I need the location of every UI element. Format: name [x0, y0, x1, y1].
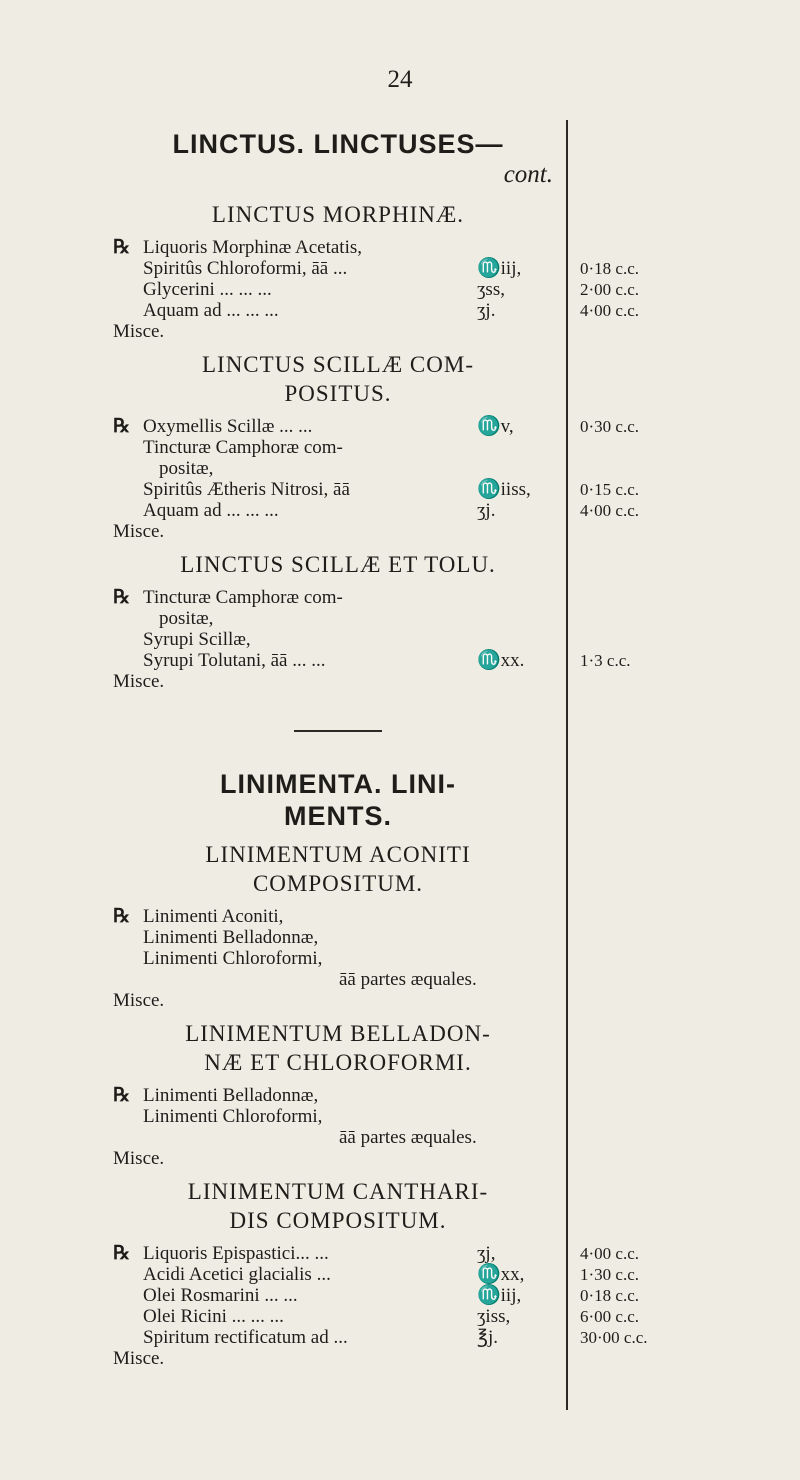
ingredient-quantity: ♏xx, — [477, 1264, 525, 1285]
metric-quantity: 0·18 c.c. — [580, 259, 640, 278]
ingredient-name: Linimenti Chloroformi, — [143, 948, 323, 969]
column-divider — [566, 120, 568, 1410]
ingredient-name: Syrupi Tolutani, āā ... ... — [143, 650, 326, 671]
ingredient-row — [113, 479, 640, 500]
recipe-symbol-icon: ℞ — [113, 416, 131, 437]
metric-quantity: 1·30 c.c. — [580, 1265, 640, 1284]
ingredient-name: Spiritum rectificatum ad ... — [143, 1327, 348, 1348]
ingredient-quantity: ʒiss, — [477, 1306, 511, 1327]
ingredient-name: Linimenti Aconiti, — [143, 906, 284, 927]
ingredient-name: Olei Ricini ... ... ... — [143, 1306, 284, 1327]
misce-instruction: Misce. — [113, 1148, 165, 1169]
ingredient-name: Liquoris Epispastici... ... — [143, 1243, 329, 1264]
metric-quantity: 0·18 c.c. — [580, 1286, 640, 1305]
ingredient-quantity: ♏xx. — [477, 650, 525, 671]
recipe-title: LINCTUS MORPHINÆ. — [211, 202, 465, 227]
recipe-title: POSITUS. — [284, 381, 392, 406]
ingredient-row — [113, 258, 640, 279]
recipe-section — [113, 1019, 563, 1169]
recipe-title: LINIMENTUM CANTHARI- — [187, 1179, 489, 1204]
ingredient-name: āā partes æquales. — [339, 969, 477, 990]
misce-instruction: Misce. — [113, 671, 165, 692]
ingredient-quantity: ʒj. — [477, 500, 496, 521]
misce-instruction: Misce. — [113, 990, 165, 1011]
metric-quantity: 4·00 c.c. — [580, 1244, 640, 1263]
misce-instruction: Misce. — [113, 1348, 165, 1369]
ingredient-name: Spiritûs Chloroformi, āā ... — [143, 258, 348, 279]
ingredient-quantity: ♏iiss, — [477, 479, 531, 500]
ingredient-row — [113, 1085, 563, 1106]
metric-quantity: 0·30 c.c. — [580, 417, 640, 436]
recipe-title: LINIMENTUM ACONITI — [205, 842, 471, 867]
recipe-title: LINCTUS SCILLÆ ET TOLU. — [180, 552, 496, 577]
ingredient-name: Syrupi Scillæ, — [143, 629, 251, 650]
misce-instruction: Misce. — [113, 321, 165, 342]
metric-quantity: 6·00 c.c. — [580, 1307, 640, 1326]
continued-label: cont. — [503, 161, 553, 188]
chapter-heading-2-line-2: MENTS. — [283, 801, 392, 831]
ingredient-row — [113, 416, 640, 437]
ingredient-quantity: ʒj, — [477, 1243, 496, 1264]
ingredient-name: Linimenti Chloroformi, — [143, 1106, 323, 1127]
ingredient-name: āā partes æquales. — [339, 1127, 477, 1148]
ingredient-row — [113, 279, 640, 300]
ingredient-name: Linimenti Belladonnæ, — [143, 927, 319, 948]
ingredient-name: Tincturæ Camphoræ com- — [143, 437, 343, 458]
recipe-section — [113, 840, 563, 1011]
ingredient-row — [113, 927, 563, 948]
ingredient-row — [113, 1264, 640, 1285]
metric-quantity: 0·15 c.c. — [580, 480, 640, 499]
ingredient-row — [113, 906, 563, 927]
ingredient-name: Aquam ad ... ... ... — [143, 500, 279, 521]
ingredient-row — [113, 437, 563, 458]
ingredient-quantity: ♏iij, — [477, 258, 522, 279]
ingredient-row — [113, 1327, 648, 1348]
ingredient-name: Spiritûs Ætheris Nitrosi, āā — [143, 479, 350, 500]
recipe-symbol-icon: ℞ — [113, 906, 131, 927]
page-number: 24 — [387, 66, 413, 93]
ingredient-quantity: ♏v, — [477, 416, 514, 437]
ingredient-name: Aquam ad ... ... ... — [143, 300, 279, 321]
ingredient-name: Liquoris Morphinæ Acetatis, — [143, 237, 363, 258]
ingredient-row — [113, 969, 563, 990]
ingredient-name: Linimenti Belladonnæ, — [143, 1085, 319, 1106]
ingredient-row — [113, 1106, 563, 1127]
recipe-title: LINIMENTUM BELLADON- — [185, 1021, 491, 1046]
recipe-title: LINCTUS SCILLÆ COM- — [201, 352, 474, 377]
recipe-section — [113, 350, 640, 542]
ingredient-row — [113, 948, 563, 969]
recipe-symbol-icon: ℞ — [113, 237, 131, 258]
recipe-symbol-icon: ℞ — [113, 1085, 131, 1106]
chapter-heading: LINCTUS. LINCTUSES— — [172, 129, 504, 159]
recipe-title: NÆ ET CHLOROFORMI. — [204, 1050, 472, 1075]
ingredient-row — [113, 1285, 640, 1306]
metric-quantity: 1·3 c.c. — [580, 651, 631, 670]
recipe-title: DIS COMPOSITUM. — [229, 1208, 447, 1233]
ingredient-row — [113, 1306, 640, 1327]
metric-quantity: 4·00 c.c. — [580, 301, 640, 320]
ingredient-quantity: ʒss, — [477, 279, 505, 300]
ingredient-name: positæ, — [159, 458, 214, 479]
metric-quantity: 30·00 c.c. — [580, 1328, 648, 1347]
section-rule — [294, 730, 382, 732]
ingredient-row — [113, 608, 563, 629]
recipe-symbol-icon: ℞ — [113, 1243, 131, 1264]
ingredient-row — [113, 500, 640, 521]
ingredient-row — [113, 237, 563, 258]
chapter-heading-2-line-1: LINIMENTA. LINI- — [220, 769, 456, 799]
ingredient-name: Tincturæ Camphoræ com- — [143, 587, 343, 608]
ingredient-row — [113, 458, 563, 479]
misce-instruction: Misce. — [113, 521, 165, 542]
main-column — [113, 128, 648, 1369]
recipe-title: COMPOSITUM. — [252, 871, 424, 896]
ingredient-name: Olei Rosmarini ... ... — [143, 1285, 298, 1306]
linctus-sections — [113, 200, 640, 692]
recipe-section — [113, 200, 640, 342]
ingredient-row — [113, 300, 640, 321]
ingredient-quantity: ʒj. — [477, 300, 496, 321]
recipe-symbol-icon: ℞ — [113, 587, 131, 608]
ingredient-row — [113, 650, 631, 671]
ingredient-row — [113, 1127, 563, 1148]
ingredient-name: Glycerini ... ... ... — [143, 279, 272, 300]
ingredient-quantity: ♏iij, — [477, 1285, 522, 1306]
recipe-section — [113, 550, 631, 692]
metric-quantity: 2·00 c.c. — [580, 280, 640, 299]
ingredient-row — [113, 629, 563, 650]
ingredient-name: Oxymellis Scillæ ... ... — [143, 416, 313, 437]
ingredient-row — [113, 587, 563, 608]
recipe-section — [113, 1177, 648, 1369]
ingredient-name: Acidi Acetici glacialis ... — [143, 1264, 331, 1285]
metric-quantity: 4·00 c.c. — [580, 501, 640, 520]
ingredient-row — [113, 1243, 640, 1264]
ingredient-name: positæ, — [159, 608, 214, 629]
ingredient-quantity: ℥j. — [477, 1327, 499, 1348]
liniment-sections — [113, 840, 648, 1369]
